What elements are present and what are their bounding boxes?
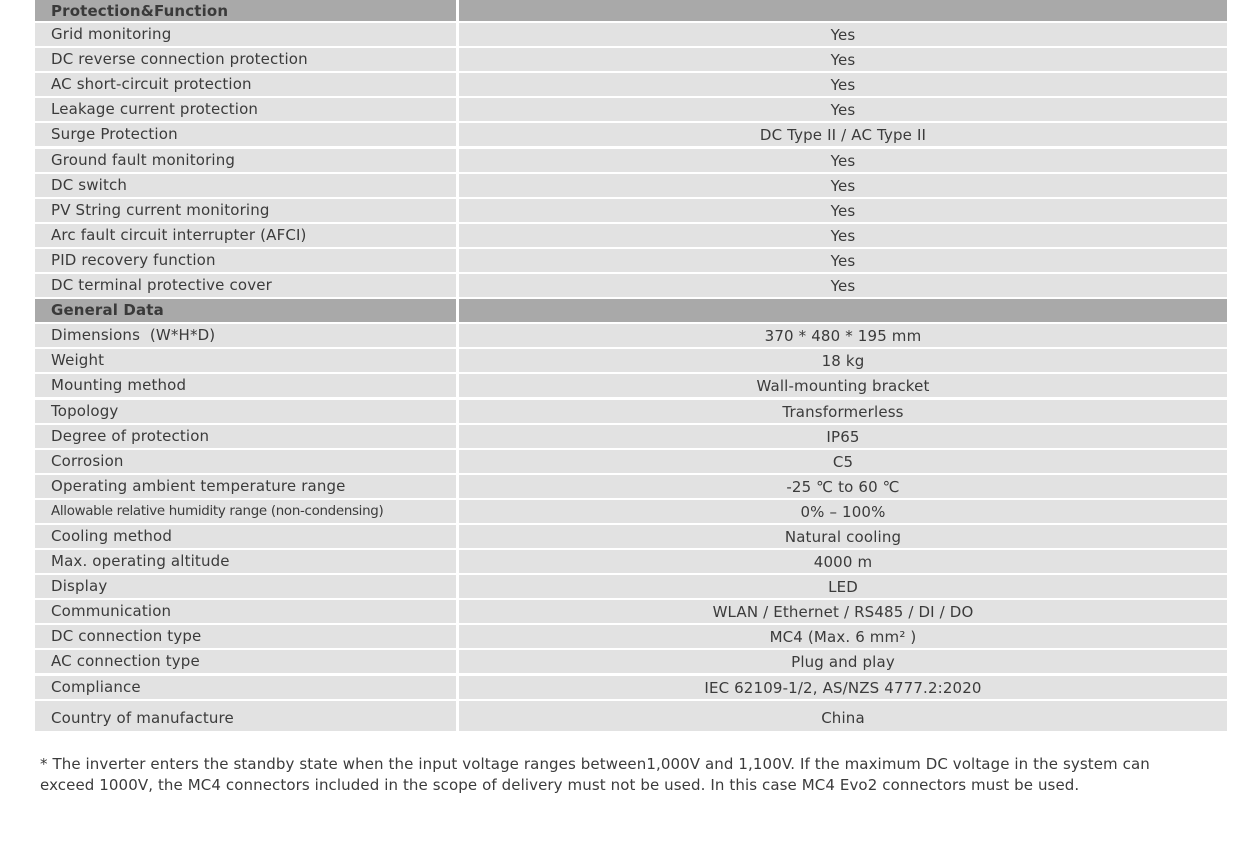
- table-row: [35, 400, 1227, 423]
- row-value: Yes: [459, 23, 1227, 46]
- footnote-line-1: * The inverter enters the standby state when the input voltage ranges between1,000V and 1,100V. If the maximum DC voltage in the system can: [40, 755, 1150, 773]
- table-row: [35, 274, 1227, 297]
- row-label: Corrosion: [35, 450, 456, 473]
- row-value: DC Type II / AC Type II: [459, 123, 1227, 146]
- row-label: DC terminal protective cover: [35, 274, 456, 297]
- table-row: [35, 174, 1227, 197]
- table-row: [35, 450, 1227, 473]
- row-value: 4000 m: [459, 550, 1227, 573]
- row-label: Country of manufacture: [35, 701, 456, 731]
- table-row: [35, 425, 1227, 448]
- row-value: Transformerless: [459, 400, 1227, 423]
- row-label: Surge Protection: [35, 123, 456, 146]
- row-value: Yes: [459, 224, 1227, 247]
- row-label: Weight: [35, 349, 456, 372]
- table-row: [35, 224, 1227, 247]
- row-label: Compliance: [35, 676, 456, 699]
- row-label: Cooling method: [35, 525, 456, 548]
- table-row: [35, 374, 1227, 397]
- row-value: China: [459, 701, 1227, 731]
- row-value: Wall-mounting bracket: [459, 374, 1227, 397]
- section-header-general-data: [35, 299, 1227, 322]
- row-value: MC4 (Max. 6 mm² ): [459, 625, 1227, 648]
- row-label: Communication: [35, 600, 456, 623]
- row-label: AC short-circuit protection: [35, 73, 456, 96]
- row-value: Yes: [459, 199, 1227, 222]
- row-label: PV String current monitoring: [35, 199, 456, 222]
- row-value: 370 * 480 * 195 mm: [459, 324, 1227, 347]
- table-row: [35, 650, 1227, 673]
- row-label: DC connection type: [35, 625, 456, 648]
- row-label: Arc fault circuit interrupter (AFCI): [35, 224, 456, 247]
- row-value: Yes: [459, 249, 1227, 272]
- row-label: Dimensions (W*H*D): [35, 324, 456, 347]
- row-label: Topology: [35, 400, 456, 423]
- section-header-protection-function: [35, 0, 1227, 21]
- row-label: Ground fault monitoring: [35, 149, 456, 172]
- row-value: Plug and play: [459, 650, 1227, 673]
- footnote-line-2: exceed 1000V, the MC4 connectors included in the scope of delivery must not be used. In this case MC4 Evo2 connectors must be used.: [40, 776, 1080, 794]
- row-label: Allowable relative humidity range (non-condensing): [35, 500, 456, 523]
- table-row: [35, 600, 1227, 623]
- table-row: [35, 575, 1227, 598]
- spec-table: [35, 0, 1227, 733]
- table-row: [35, 149, 1227, 172]
- row-value: Yes: [459, 174, 1227, 197]
- row-label: Display: [35, 575, 456, 598]
- table-row: [35, 98, 1227, 121]
- table-row: [35, 475, 1227, 498]
- row-label: Max. operating altitude: [35, 550, 456, 573]
- row-value: Yes: [459, 48, 1227, 71]
- row-label: Mounting method: [35, 374, 456, 397]
- row-label: Leakage current protection: [35, 98, 456, 121]
- row-label: DC switch: [35, 174, 456, 197]
- table-row: [35, 199, 1227, 222]
- table-row: [35, 625, 1227, 648]
- table-row: [35, 23, 1227, 46]
- row-value: Yes: [459, 274, 1227, 297]
- table-row: [35, 48, 1227, 71]
- row-label: Degree of protection: [35, 425, 456, 448]
- row-value: WLAN / Ethernet / RS485 / DI / DO: [459, 600, 1227, 623]
- row-value: 18 kg: [459, 349, 1227, 372]
- row-value: -25 ℃ to 60 ℃: [459, 475, 1227, 498]
- section-title: General Data: [35, 299, 456, 322]
- row-label: DC reverse connection protection: [35, 48, 456, 71]
- table-row: [35, 525, 1227, 548]
- row-label: Operating ambient temperature range: [35, 475, 456, 498]
- table-row: [35, 500, 1227, 523]
- row-label: Grid monitoring: [35, 23, 456, 46]
- row-value: C5: [459, 450, 1227, 473]
- row-label: PID recovery function: [35, 249, 456, 272]
- row-label: AC connection type: [35, 650, 456, 673]
- section-header-blank: [459, 0, 1227, 21]
- table-row: [35, 249, 1227, 272]
- row-value: Yes: [459, 98, 1227, 121]
- table-row: [35, 550, 1227, 573]
- row-value: LED: [459, 575, 1227, 598]
- table-row: [35, 324, 1227, 347]
- row-value: Yes: [459, 149, 1227, 172]
- table-row: [35, 73, 1227, 96]
- table-row: [35, 676, 1227, 699]
- row-value: IEC 62109-1/2, AS/NZS 4777.2:2020: [459, 676, 1227, 699]
- footnote: [40, 754, 1230, 796]
- row-value: IP65: [459, 425, 1227, 448]
- section-title: Protection&Function: [35, 0, 456, 21]
- section-header-blank: [459, 299, 1227, 322]
- row-value: Natural cooling: [459, 525, 1227, 548]
- table-row: [35, 701, 1227, 731]
- row-value: 0% – 100%: [459, 500, 1227, 523]
- table-row: [35, 123, 1227, 146]
- row-value: Yes: [459, 73, 1227, 96]
- table-row: [35, 349, 1227, 372]
